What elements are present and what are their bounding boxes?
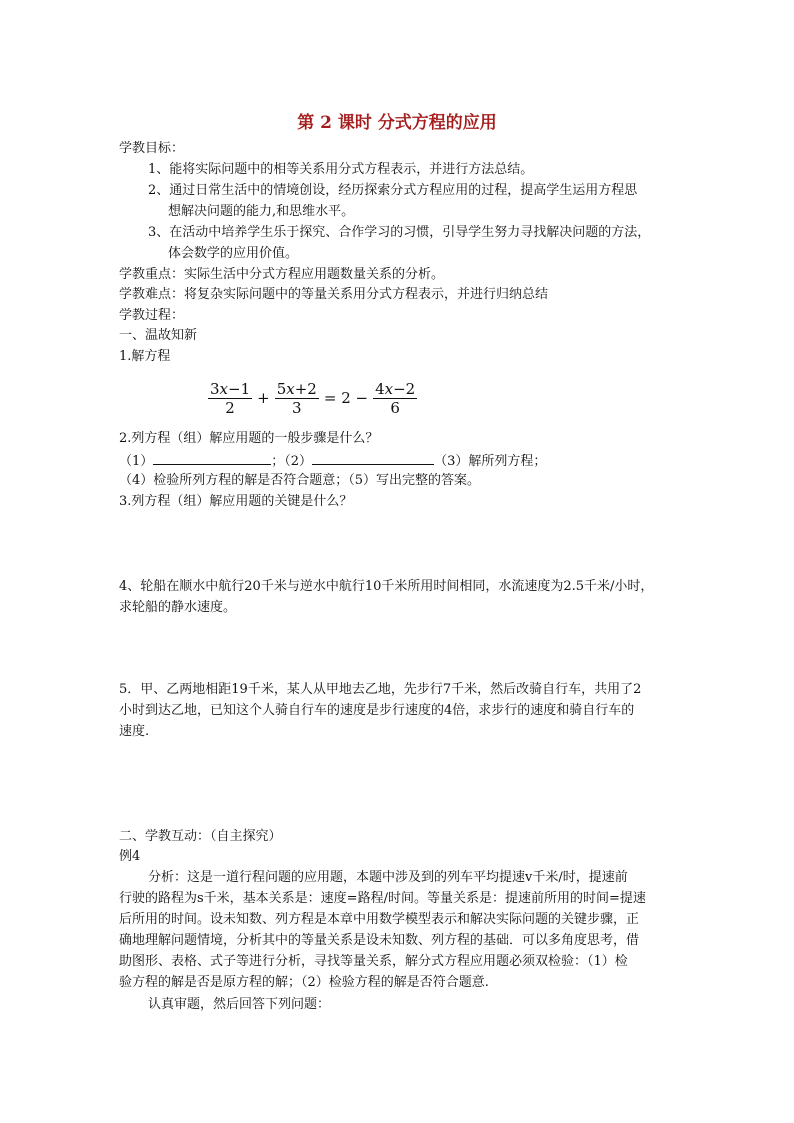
fraction-3: $\frac{4x-2}{6}$ <box>375 379 416 417</box>
plus-sign: + <box>257 389 270 407</box>
analysis-line2: 行驶的路程为s千米，基本关系是：速度=路程/时间。等量关系是：提速前所用的时间=提速 <box>119 891 646 906</box>
step-2-label: ；（2） <box>271 454 313 469</box>
equation <box>205 376 420 420</box>
problem-5-line3: 速度. <box>119 724 150 739</box>
analysis-line4: 确地理解问题情境，分析其中的等量关系是设未知数、列方程的基础．可以多角度思考，借 <box>119 933 640 948</box>
objective-1: 1、能将实际问题中的相等关系用分式方程表示，并进行方法总结。 <box>148 162 534 177</box>
fraction-1: $\frac{3x-1}{2}$ <box>210 379 251 417</box>
analysis-line6: 验方程的解是否是原方程的解；（2）检验方程的解是否符合题意. <box>119 975 489 990</box>
page-title: 第 2 课时 分式方程的应用 <box>297 113 497 133</box>
steps-line-2: （4）检验所列方程的解是否符合题意；（5）写出完整的答案。 <box>119 473 481 488</box>
review-heading: 一、温故知新 <box>119 328 198 343</box>
objectives-heading: 学教目标： <box>119 141 185 156</box>
section-2-heading: 二、学教互动：（自主探究） <box>119 829 282 844</box>
problem-5-line1: 5．甲、乙两地相距19千米，某人从甲地去乙地，先步行7千米，然后改骑自行车，共用了2 <box>119 682 642 697</box>
example-label: 例4 <box>119 849 141 864</box>
problem-5-line2: 小时到达乙地，已知这个人骑自行车的速度是步行速度的4倍，求步行的速度和骑自行车的 <box>119 703 635 718</box>
step-1-blank[interactable] <box>153 450 271 465</box>
equals-two-minus: = 2 − <box>323 389 369 407</box>
step-3-label: （3）解所列方程； <box>434 454 547 469</box>
instruction-line: 认真审题，然后回答下列问题： <box>148 997 331 1012</box>
key-point: 学教重点：实际生活中分式方程应用题数量关系的分析。 <box>119 267 445 282</box>
analysis-line5: 助图形、表格、式子等进行分析，寻找等量关系，解分式方程应用题必须双检验：（1）检 <box>119 954 628 969</box>
objective-2-line2: 想解决问题的能力,和思维水平。 <box>168 204 355 219</box>
objective-3-line1: 3、在活动中培养学生乐于探究、合作学习的习惯，引导学生努力寻找解决问题的方法， <box>148 225 651 240</box>
steps-line-1 <box>119 450 546 472</box>
problem-4-line2: 求轮船的静水速度。 <box>119 600 237 615</box>
question-2: 2.列方程（组）解应用题的一般步骤是什么？ <box>119 431 379 446</box>
objective-3-line2: 体会数学的应用价值。 <box>168 246 299 261</box>
analysis-line1: 分析：这是一道行程问题的应用题，本题中涉及到的列车平均提速v千米/时，提速前 <box>148 870 628 885</box>
analysis-line3: 后所用的时间。设未知数、列方程是本章中用数学模型表示和解决实际问题的关键步骤，正 <box>119 912 640 927</box>
difficulty: 学教难点：将复杂实际问题中的等量关系用分式方程表示，并进行归纳总结 <box>119 287 549 302</box>
question-1: 1.解方程 <box>119 349 171 364</box>
process-heading: 学教过程： <box>119 308 185 323</box>
objective-2-line1: 2、通过日常生活中的情境创设，经历探索分式方程应用的过程，提高学生运用方程思 <box>148 183 638 198</box>
step-2-blank[interactable] <box>312 450 434 465</box>
question-3: 3.列方程（组）解应用题的关键是什么？ <box>119 494 353 509</box>
fraction-2: $\frac{5x+2}{3}$ <box>276 379 317 417</box>
problem-4-line1: 4、轮船在顺水中航行20千米与逆水中航行10千米所用时间相同，水流速度为2.5千米/小时， <box>119 579 654 594</box>
step-1-label: （1） <box>119 454 154 469</box>
